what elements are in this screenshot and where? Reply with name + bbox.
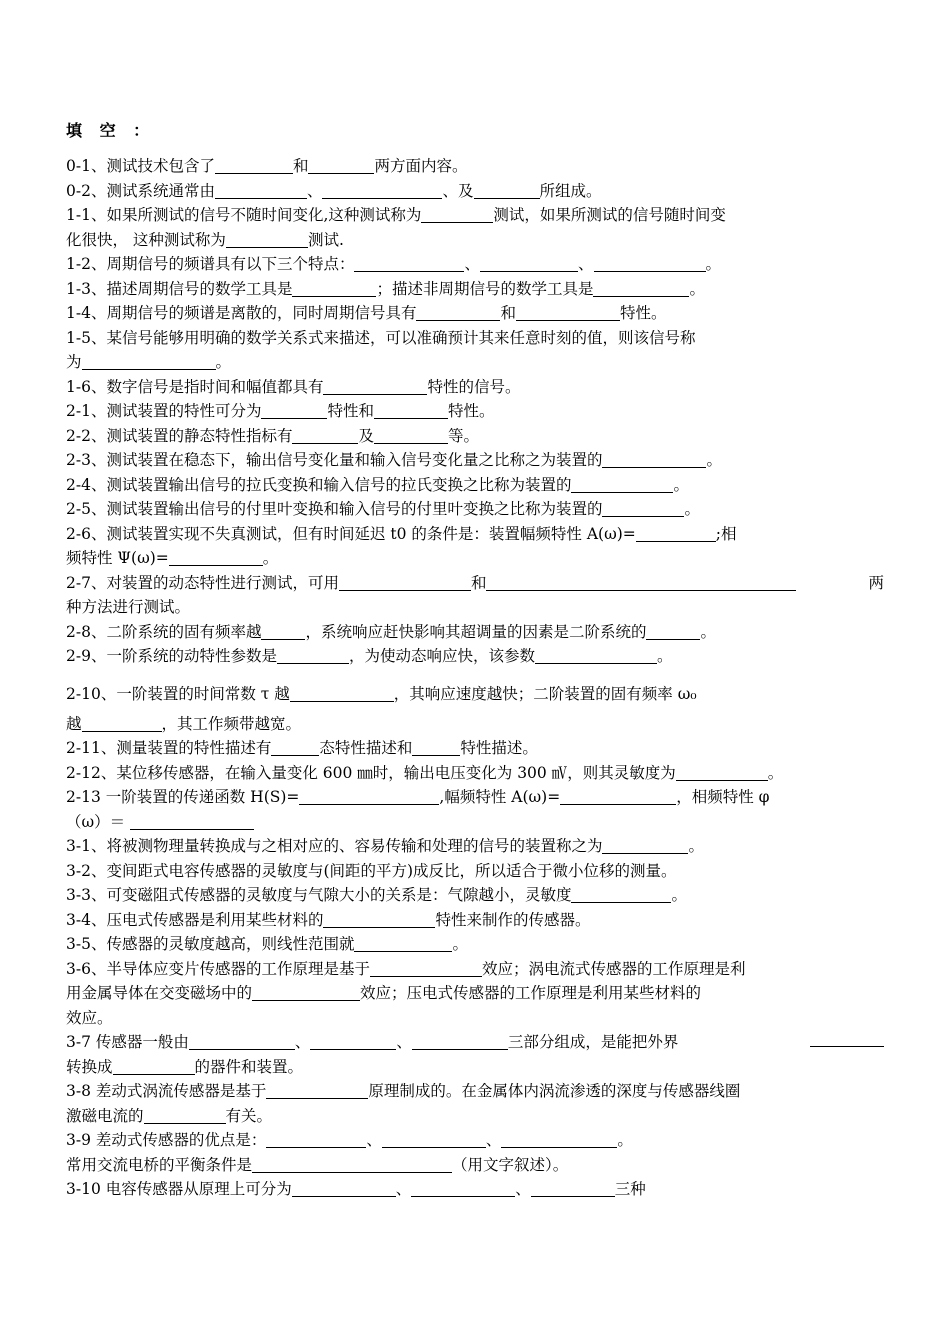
answer-blank[interactable] — [646, 623, 700, 640]
answer-blank[interactable] — [382, 1131, 486, 1148]
question-line: 2-6、测试装置实现不失真测试，但有时间延迟 t0 的条件是：装置幅频特性 A(ω)= ;相 — [66, 524, 737, 543]
question-line: 化很快， 这种测试称为 测试. — [66, 230, 344, 249]
answer-blank[interactable] — [412, 739, 460, 756]
answer-blank[interactable] — [480, 255, 578, 272]
answer-blank[interactable] — [299, 788, 439, 805]
section-title: 填 空 ： — [66, 121, 156, 140]
answer-blank[interactable] — [421, 206, 493, 223]
answer-blank[interactable] — [602, 500, 684, 517]
question-line: 2-4、测试装置输出信号的拉氏变换和输入信号的拉氏变换之比称为装置的 。 — [66, 475, 689, 494]
answer-blank[interactable] — [535, 647, 657, 664]
answer-blank[interactable] — [516, 304, 620, 321]
question-line: 2-12、某位移传感器，在输入量变化 600 ㎜时，输出电压变化为 300 ㎷，则其灵敏度为 。 — [66, 763, 784, 782]
answer-blank[interactable] — [571, 476, 673, 493]
question-line: （ω）＝ — [66, 810, 884, 835]
answer-blank[interactable] — [370, 960, 482, 977]
question-line: 1-3、描述周期信号的数学工具是 ；描述非周期信号的数学工具是 。 — [66, 279, 705, 298]
answer-blank[interactable] — [290, 685, 394, 702]
answer-blank[interactable] — [411, 1180, 515, 1197]
question-line: 2-13 一阶装置的传递函数 H(S)= ,幅频特性 A(ω)= ，相频特性 φ — [66, 788, 770, 806]
answer-blank[interactable] — [292, 427, 358, 444]
question-line: 2-3、测试装置在稳态下，输出信号变化量和输入信号变化量之比称之为装置的 。 — [66, 451, 722, 469]
answer-blank[interactable] — [226, 231, 308, 248]
answer-blank[interactable] — [271, 739, 319, 756]
answer-blank[interactable] — [266, 1131, 366, 1148]
question-line: 2-7、对装置的动态特性进行测试，可用 和 两 — [66, 573, 884, 592]
question-line: 2-9、一阶系统的动特性参数是 ，为使动态响应快，该参数 。 — [66, 647, 673, 665]
question-line: 2-2、测试装置的静态特性指标有 及 等。 — [66, 426, 479, 445]
answer-blank[interactable] — [323, 378, 427, 395]
question-line: 为 。 — [66, 353, 232, 371]
question-line: 0-2、测试系统通常由 、 、及 所组成。 — [66, 181, 602, 200]
question-line: 3-10 电容传感器从原理上可分为 、 、 三种 — [66, 1180, 646, 1198]
question-line: 1-1、如果所测试的信号不随时间变化,这种测试称为 测试，如果所测试的信号随时间变 — [66, 206, 726, 224]
answer-blank[interactable] — [113, 1058, 195, 1075]
question-line: 种方法进行测试。 — [66, 598, 191, 616]
answer-blank[interactable] — [277, 647, 349, 664]
question-line: 频特性 Ψ(ω)= 。 — [66, 549, 279, 567]
question-line: 3-9 差动式传感器的优点是： 、 、 。 — [66, 1131, 633, 1149]
answer-blank[interactable] — [374, 402, 448, 419]
answer-blank[interactable] — [474, 182, 540, 199]
question-line: 效应。 — [66, 1008, 113, 1027]
question-line: 3-8 差动式涡流传感器是基于 原理制成的。在金属体内涡流渗透的深度与传感器线圈 — [66, 1082, 741, 1100]
question-line: 3-3、可变磁阻式传感器的灵敏度与气隙大小的关系是：气隙越小，灵敏度 。 — [66, 886, 687, 904]
question-line: 转换成 的器件和装置。 — [66, 1057, 304, 1076]
answer-blank[interactable] — [82, 353, 216, 370]
answer-blank[interactable] — [266, 1082, 368, 1099]
answer-blank[interactable] — [602, 837, 688, 854]
answer-blank[interactable] — [560, 788, 676, 805]
answer-blank[interactable] — [261, 623, 305, 640]
answer-blank[interactable] — [676, 764, 768, 781]
answer-blank[interactable] — [189, 1033, 295, 1050]
answer-blank[interactable] — [339, 574, 471, 591]
answer-blank[interactable] — [144, 1107, 226, 1124]
question-line: 3-7 传感器一般由 、 、 三部分组成，是能把外界 — [66, 1030, 884, 1055]
answer-blank[interactable] — [593, 280, 689, 297]
answer-blank[interactable] — [354, 255, 464, 272]
answer-blank[interactable] — [215, 182, 307, 199]
question-line: 1-2、周期信号的频谱具有以下三个特点： 、 、 。 — [66, 255, 722, 273]
answer-blank[interactable] — [531, 1180, 615, 1197]
question-line: 激磁电流的 有关。 — [66, 1106, 273, 1125]
answer-blank[interactable] — [310, 1033, 396, 1050]
answer-blank[interactable] — [292, 280, 376, 297]
answer-blank[interactable] — [501, 1131, 617, 1148]
answer-blank[interactable] — [571, 886, 671, 903]
answer-blank[interactable] — [261, 402, 327, 419]
question-line: 2-11、测量装置的特性描述有 态特性描述和 特性描述。 — [66, 739, 538, 757]
question-line: 越 ，其工作频带越宽。 — [66, 714, 302, 733]
question-line: 2-5、测试装置输出信号的付里叶变换和输入信号的付里叶变换之比称为装置的 。 — [66, 500, 700, 518]
answer-blank[interactable] — [594, 255, 706, 272]
answer-blank[interactable] — [636, 525, 716, 542]
question-line: 3-6、半导体应变片传感器的工作原理是基于 效应；涡电流式传感器的工作原理是利 — [66, 959, 746, 978]
question-line: 3-2、变间距式电容传感器的灵敏度与(间距的平方)成反比，所以适合于微小位移的测量。 — [66, 861, 677, 880]
question-line: 2-1、测试装置的特性可分为 特性和 特性。 — [66, 402, 495, 420]
answer-blank[interactable] — [292, 1180, 396, 1197]
answer-blank[interactable] — [323, 911, 435, 928]
question-line: 3-5、传感器的灵敏度越高，则线性范围就 。 — [66, 935, 468, 953]
answer-blank[interactable] — [130, 813, 254, 830]
document-page — [66, 120, 884, 1202]
question-line: 常用交流电桥的平衡条件是 （用文字叙述）。 — [66, 1155, 569, 1174]
answer-blank[interactable] — [412, 1033, 508, 1050]
answer-blank[interactable] — [252, 1156, 452, 1173]
question-line: 0-1、测试技术包含了 和 两方面内容。 — [66, 157, 468, 175]
answer-blank[interactable] — [810, 1030, 884, 1047]
answer-blank[interactable] — [354, 935, 452, 952]
answer-blank[interactable] — [602, 451, 706, 468]
answer-blank[interactable] — [486, 574, 796, 591]
answer-blank[interactable] — [215, 157, 293, 174]
answer-blank[interactable] — [169, 549, 263, 566]
answer-blank[interactable] — [82, 715, 162, 732]
question-line: 1-4、周期信号的频谱是离散的，同时周期信号具有 和 特性。 — [66, 304, 667, 322]
question-line: 2-8、二阶系统的固有频率越 ，系统响应赶快影响其超调量的因素是二阶系统的 。 — [66, 622, 716, 641]
question-line: 3-1、将被测物理量转换成与之相对应的、容易传输和处理的信号的装置称之为 。 — [66, 837, 704, 855]
answer-blank[interactable] — [416, 304, 500, 321]
question-line: 1-5、某信号能够用明确的数学关系式来描述，可以准确预计其来任意时刻的值，则该信号称 — [66, 328, 696, 347]
question-line: 2-10、一阶装置的时间常数 τ 越 ，其响应速度越快；二阶装置的固有频率 ω₀ — [66, 684, 697, 703]
answer-blank[interactable] — [308, 157, 374, 174]
answer-blank[interactable] — [252, 984, 360, 1001]
question-line: 3-4、压电式传感器是利用某些材料的 特性来制作的传感器。 — [66, 910, 591, 929]
question-line: 1-6、数字信号是指时间和幅值都具有 特性的信号。 — [66, 377, 521, 396]
answer-blank[interactable] — [322, 182, 442, 199]
answer-blank[interactable] — [374, 427, 448, 444]
question-line: 用金属导体在交变磁场中的 效应；压电式传感器的工作原理是利用某些材料的 — [66, 984, 702, 1002]
